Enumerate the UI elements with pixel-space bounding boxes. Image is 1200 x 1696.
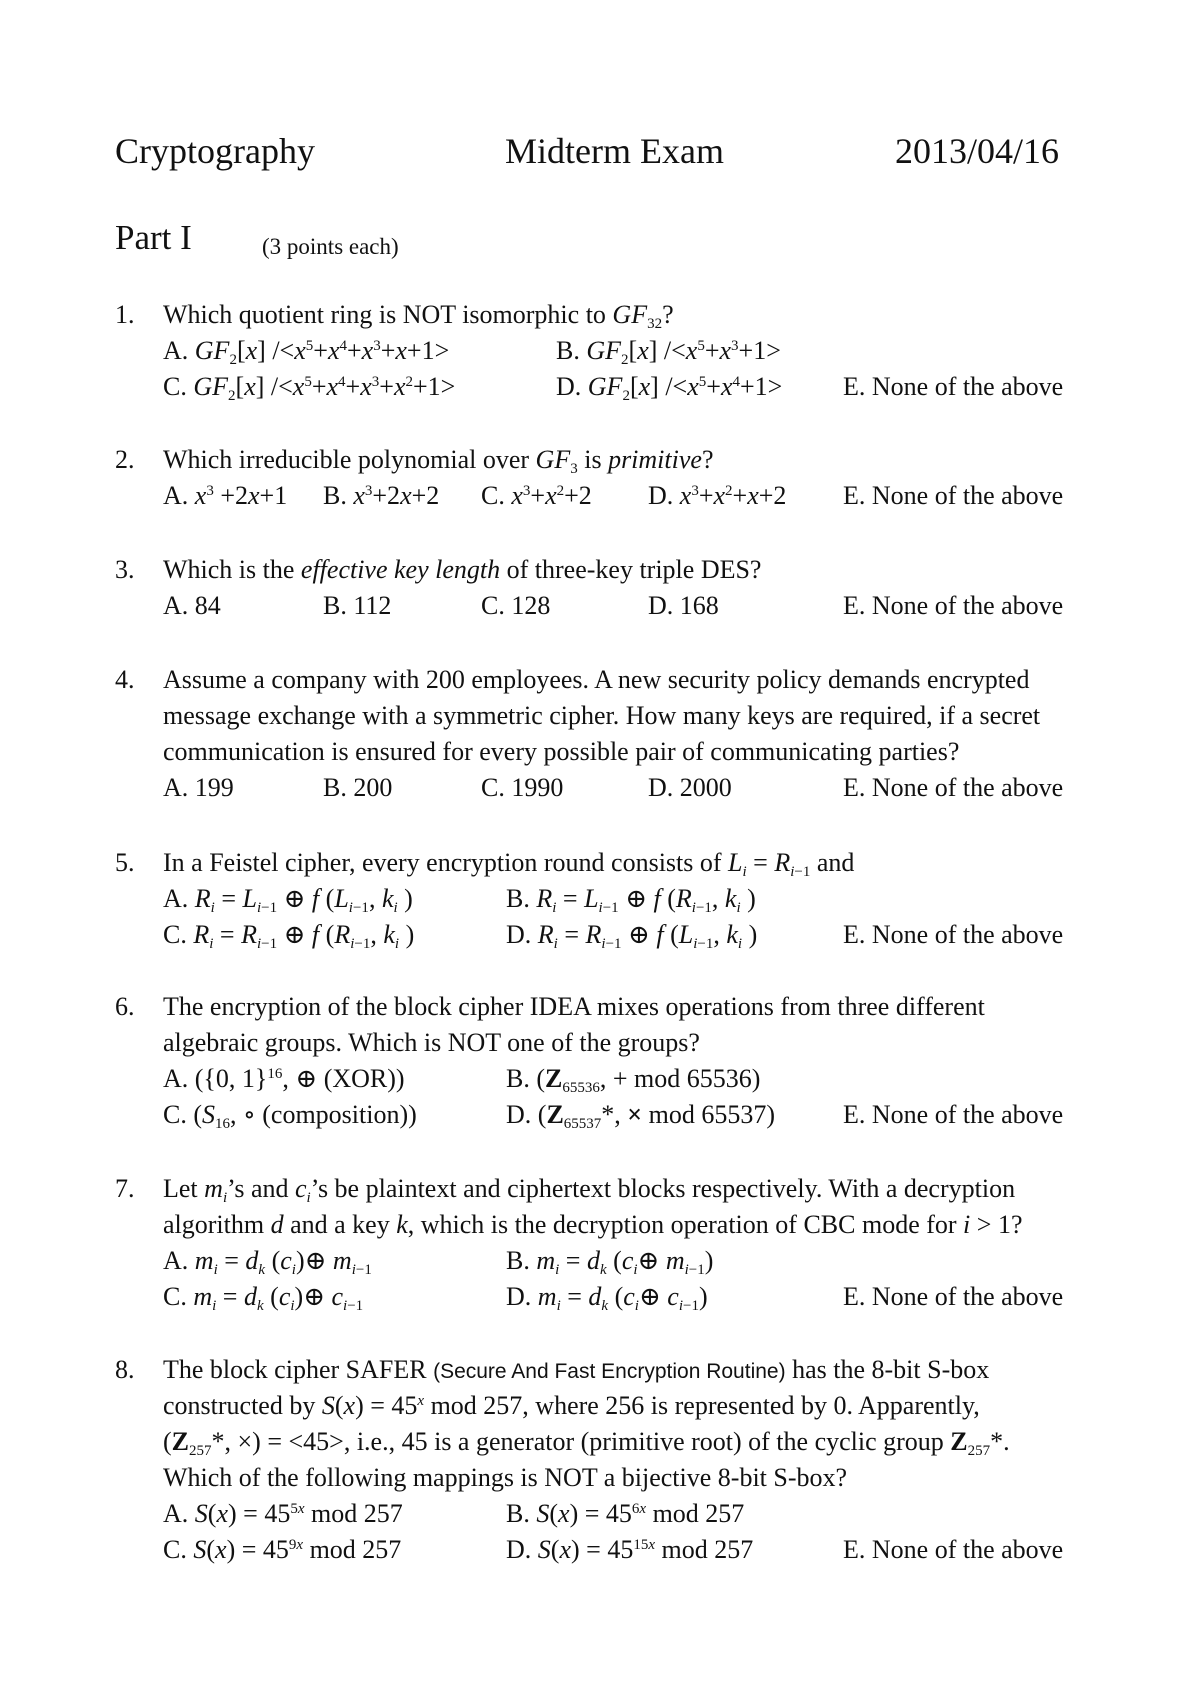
question-number: 8.	[115, 1355, 135, 1384]
option-c[interactable]: C. 128	[481, 591, 551, 620]
question-number: 4.	[115, 665, 135, 694]
option-a[interactable]: A. $GF_2[x]$ $/<x^5+x^4+x^3+x+1>$	[163, 336, 450, 368]
option-b[interactable]: B. $m_i = d_k$ ($c_i\oplus$ $m_{i-1}$)	[506, 1246, 714, 1278]
part-title: Part I	[115, 218, 192, 257]
question-text: Which irreducible polynomial over $GF_3$ is primitive?	[163, 445, 714, 477]
option-c[interactable]: C. $R_i = R_{i-1}$ ⊕ f ($R_{i-1}$, $k_i$ )	[163, 920, 415, 952]
option-e[interactable]: E. None of the above	[843, 1282, 1064, 1311]
option-d[interactable]: D. $m_i = d_k$ ($c_i\oplus$ $c_{i-1}$)	[506, 1282, 708, 1314]
option-d[interactable]: D. ($Z_{65537}*$, × mod 65537)	[506, 1100, 775, 1132]
question-text: In a Feistel cipher, every encryption round consists of $L_i = R_{i-1}$ and	[163, 848, 855, 880]
question-number: 7.	[115, 1174, 135, 1203]
option-e[interactable]: E. None of the above	[843, 773, 1064, 802]
exam-date: 2013/04/16	[895, 131, 1060, 171]
option-a[interactable]: A. $x^3 +2x+1$	[163, 481, 288, 510]
option-d[interactable]: D. 2000	[648, 773, 732, 802]
option-e[interactable]: E. None of the above	[843, 1100, 1064, 1129]
option-b[interactable]: B. $GF_2[x]$ $/<x^5+x^3+1>$	[556, 336, 781, 368]
option-c[interactable]: C. ($S_{16}$, ∘ (composition))	[163, 1100, 417, 1132]
option-e[interactable]: E. None of the above	[843, 481, 1064, 510]
option-c[interactable]: C. $S(x) = 45^{9x}$ mod 257	[163, 1535, 402, 1564]
option-b[interactable]: B. 112	[323, 591, 392, 620]
option-e[interactable]: E. None of the above	[843, 920, 1064, 949]
option-e[interactable]: E. None of the above	[843, 372, 1064, 401]
question-text-line: constructed by $S(x) = 45^x$ mod 257, where 256 is represented by 0. Apparently,	[163, 1391, 980, 1420]
question-number: 3.	[115, 555, 135, 584]
question-number: 2.	[115, 445, 135, 474]
question-text-line: Let $m_i’s$ and $c_i’s$ be plaintext and ciphertext blocks respectively. With a decryption	[163, 1174, 1016, 1206]
question-text-line: communication is ensured for every possible pair of communicating parties?	[163, 737, 960, 766]
option-e[interactable]: E. None of the above	[843, 1535, 1064, 1564]
course-title: Cryptography	[115, 131, 315, 171]
option-e[interactable]: E. None of the above	[843, 591, 1064, 620]
question-text-line: Assume a company with 200 employees. A new security policy demands encrypted	[163, 665, 1030, 694]
option-b[interactable]: B. 200	[323, 773, 393, 802]
question-text-line: algorithm d and a key k, which is the decryption operation of CBC mode for i > 1?	[163, 1210, 1023, 1239]
option-a[interactable]: A. 84	[163, 591, 221, 620]
question-text: Which quotient ring is NOT isomorphic to $GF_{32}$?	[163, 300, 674, 332]
option-a[interactable]: A. ({0, 1}$^{16}$, ⊕ (XOR))	[163, 1064, 405, 1093]
option-d[interactable]: D. $R_i = R_{i-1}$ ⊕ f ($L_{i-1}$, $k_i$ )	[506, 920, 758, 952]
part-note: (3 points each)	[262, 234, 399, 259]
option-d[interactable]: D. $S(x) = 45^{15x}$ mod 257	[506, 1535, 754, 1564]
option-c[interactable]: C. $x^3+x^2+2$	[481, 481, 592, 510]
question-number: 5.	[115, 848, 135, 877]
question-text-line: The encryption of the block cipher IDEA mixes operations from three different	[163, 992, 985, 1021]
question-text-line: ($Z_{257}*$, ×) = <45>, i.e., 45 is a generator (primitive root) of the cyclic group $Z_{257}*$.	[163, 1427, 1010, 1459]
exam-title: Midterm Exam	[505, 131, 724, 171]
question-number: 6.	[115, 992, 135, 1021]
question-text: Which is the effective key length of three-key triple DES?	[163, 555, 762, 584]
question-text-line: The block cipher SAFER (Secure And Fast Encryption Routine) has the 8-bit S-box	[163, 1355, 990, 1384]
question-number: 1.	[115, 300, 135, 329]
option-a[interactable]: A. $R_i = L_{i-1}$ ⊕ f ($L_{i-1}$, $k_i$ )	[163, 884, 413, 916]
question-text-line: Which of the following mappings is NOT a bijective 8-bit S-box?	[163, 1463, 848, 1492]
option-b[interactable]: B. ($Z_{65536}$, + mod 65536)	[506, 1064, 761, 1096]
option-c[interactable]: C. 1990	[481, 773, 564, 802]
option-b[interactable]: B. $R_i = L_{i-1}$ ⊕ f ($R_{i-1}$, $k_i$ )	[506, 884, 756, 916]
option-d[interactable]: D. $GF_2[x]$ $/<x^5+x^4+1>$	[556, 372, 783, 404]
option-c[interactable]: C. $m_i = d_k$ $(c_i)\oplus$ $c_{i-1}$	[163, 1282, 364, 1314]
option-b[interactable]: B. $x^3+2x+2$	[323, 481, 440, 510]
option-d[interactable]: D. $x^3+x^2+x+2$	[648, 481, 787, 510]
option-a[interactable]: A. $m_i = d_k$ $(c_i)\oplus$ $m_{i-1}$	[163, 1246, 372, 1278]
question-text-line: algebraic groups. Which is NOT one of the groups?	[163, 1028, 700, 1057]
option-c[interactable]: C. $GF_2[x]$ $/<x^5+x^4+x^3+x^2+1>$	[163, 372, 456, 404]
option-a[interactable]: A. 199	[163, 773, 234, 802]
question-text-line: message exchange with a symmetric cipher. How many keys are required, if a secret	[163, 701, 1041, 730]
option-a[interactable]: A. $S(x) = 45^{5x}$ mod 257	[163, 1499, 403, 1528]
option-b[interactable]: B. $S(x) = 45^{6x}$ mod 257	[506, 1499, 745, 1528]
option-d[interactable]: D. 168	[648, 591, 719, 620]
